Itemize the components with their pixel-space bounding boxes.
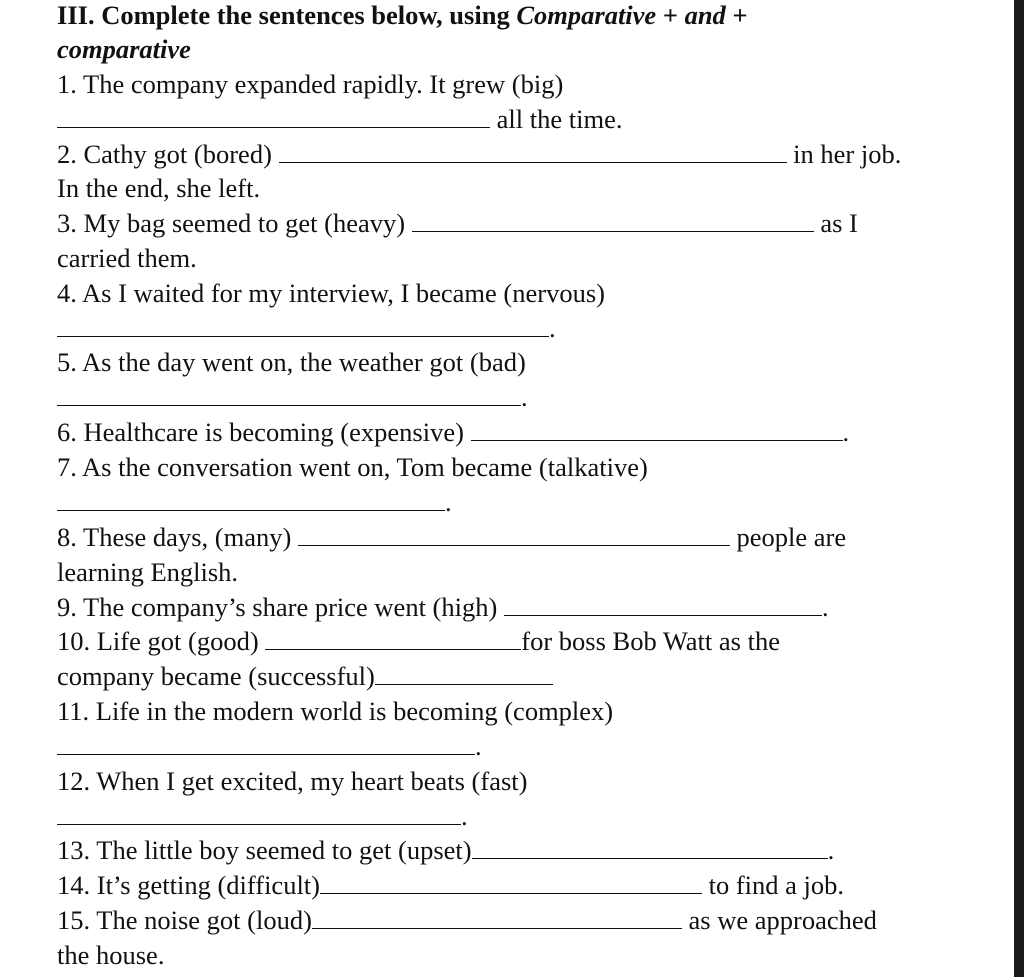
title-plus: + [656, 0, 685, 30]
sentence-text: Life got (good) [96, 626, 259, 656]
sentence-1-continued [57, 102, 622, 136]
title-plus: + [725, 0, 748, 30]
sentence-text: These days, (many) [83, 522, 292, 552]
sentence-period: . [461, 801, 468, 831]
sentence-2-continued [57, 171, 260, 205]
sentence-15-continued [57, 938, 164, 972]
sentence-text: people are [736, 522, 847, 552]
sentence-period: . [521, 382, 528, 412]
sentence-text: Cathy got (bored) [83, 139, 272, 169]
sentence-text: for boss Bob Watt as the [521, 626, 780, 656]
sentence-6 [57, 415, 849, 449]
sentence-text: all the time. [496, 104, 623, 134]
title-comparative: comparative [57, 34, 191, 64]
item-number: 5. [57, 347, 77, 377]
sentence-text: learning English. [57, 557, 239, 587]
sentence-2 [57, 137, 901, 171]
sentence-text: the house. [57, 940, 165, 970]
sentence-text: Life in the modern world is becoming (complex) [95, 696, 614, 726]
title-comparative: Comparative [516, 0, 657, 30]
item-number: 9. [57, 592, 77, 622]
answer-blank-3[interactable] [412, 211, 814, 232]
answer-blank-2[interactable] [279, 142, 787, 163]
answer-blank-15[interactable] [312, 908, 682, 929]
item-number: 3. [57, 208, 77, 238]
answer-blank-9[interactable] [504, 595, 822, 616]
item-number: 4. [57, 278, 77, 308]
sentence-text: company became (successful) [57, 661, 375, 691]
title-and: and [684, 0, 726, 30]
sentence-4-continued [57, 311, 556, 345]
sentence-text: carried them. [57, 243, 197, 273]
sentence-text: My bag seemed to get (heavy) [83, 208, 406, 238]
sentence-text: When I get excited, my heart beats (fast) [96, 766, 528, 796]
sentence-text: The noise got (loud) [96, 905, 312, 935]
sentence-10 [57, 624, 780, 658]
sentence-period: . [842, 417, 850, 447]
sentence-11-continued [57, 729, 482, 763]
sentence-text: in her job. [793, 139, 902, 169]
sentence-text: In the end, she left. [57, 173, 261, 203]
sentence-8 [57, 520, 846, 554]
sentence-period: . [475, 731, 482, 761]
answer-blank-4[interactable] [57, 316, 549, 337]
answer-blank-5[interactable] [57, 385, 521, 406]
answer-blank-12[interactable] [57, 804, 461, 825]
sentence-11 [57, 694, 613, 728]
sentence-period: . [821, 592, 829, 622]
answer-blank-7[interactable] [57, 490, 445, 511]
sentence-text: Healthcare is becoming (expensive) [83, 417, 464, 447]
sentence-text: as we approached [688, 905, 877, 935]
sentence-text: As I waited for my interview, I became (nervous) [82, 278, 605, 308]
sentence-9 [57, 590, 829, 624]
sentence-14 [57, 868, 844, 902]
sentence-text: as I [820, 208, 858, 238]
item-number: 11. [57, 696, 90, 726]
sentence-8-continued [57, 555, 238, 589]
sentence-5-continued [57, 380, 528, 414]
sentence-text: The company expanded rapidly. It grew (big) [83, 69, 564, 99]
item-number: 10. [57, 626, 91, 656]
sentence-text: As the day went on, the weather got (bad) [82, 347, 526, 377]
item-number: 7. [57, 452, 77, 482]
sentence-text: The little boy seemed to get (upset) [96, 835, 472, 865]
sentence-7 [57, 450, 648, 484]
answer-blank-6[interactable] [471, 420, 843, 441]
sentence-text: As the conversation went on, Tom became (talkative) [82, 452, 648, 482]
item-number: 6. [57, 417, 77, 447]
item-number: 14. [57, 870, 91, 900]
sentence-1 [57, 67, 563, 101]
sentence-3 [57, 206, 858, 240]
sentence-period: . [827, 835, 835, 865]
title-prefix: III. Complete the sentences below, using [57, 0, 517, 30]
item-number: 15. [57, 905, 91, 935]
sentence-12-continued [57, 799, 468, 833]
sentence-15 [57, 903, 877, 937]
sentence-12 [57, 764, 527, 798]
sentence-text: The company’s share price went (high) [83, 592, 498, 622]
item-number: 1. [57, 69, 77, 99]
item-number: 2. [57, 139, 77, 169]
sentence-text: It’s getting (difficult) [90, 870, 320, 900]
answer-blank-14[interactable] [320, 873, 702, 894]
answer-blank-10a[interactable] [265, 629, 521, 650]
answer-blank-11[interactable] [57, 734, 475, 755]
sentence-7-continued [57, 485, 452, 519]
sentence-13 [57, 833, 834, 867]
sentence-10-continued [57, 659, 553, 693]
sentence-period: . [445, 487, 452, 517]
sentence-period: . [549, 313, 556, 343]
sentence-text: to find a job. [708, 870, 845, 900]
exercise-title [57, 0, 748, 32]
answer-blank-10b[interactable] [375, 664, 553, 685]
sentence-5 [57, 345, 526, 379]
item-number: 13. [57, 835, 91, 865]
item-number: 12. [57, 766, 91, 796]
sentence-4 [57, 276, 605, 310]
page-edge-shadow [1014, 0, 1024, 977]
item-number: 8. [57, 522, 77, 552]
answer-blank-13[interactable] [472, 838, 828, 859]
answer-blank-8[interactable] [298, 525, 730, 546]
answer-blank-1[interactable] [57, 107, 490, 128]
sentence-3-continued [57, 241, 197, 275]
exercise-title-continued [57, 32, 191, 66]
